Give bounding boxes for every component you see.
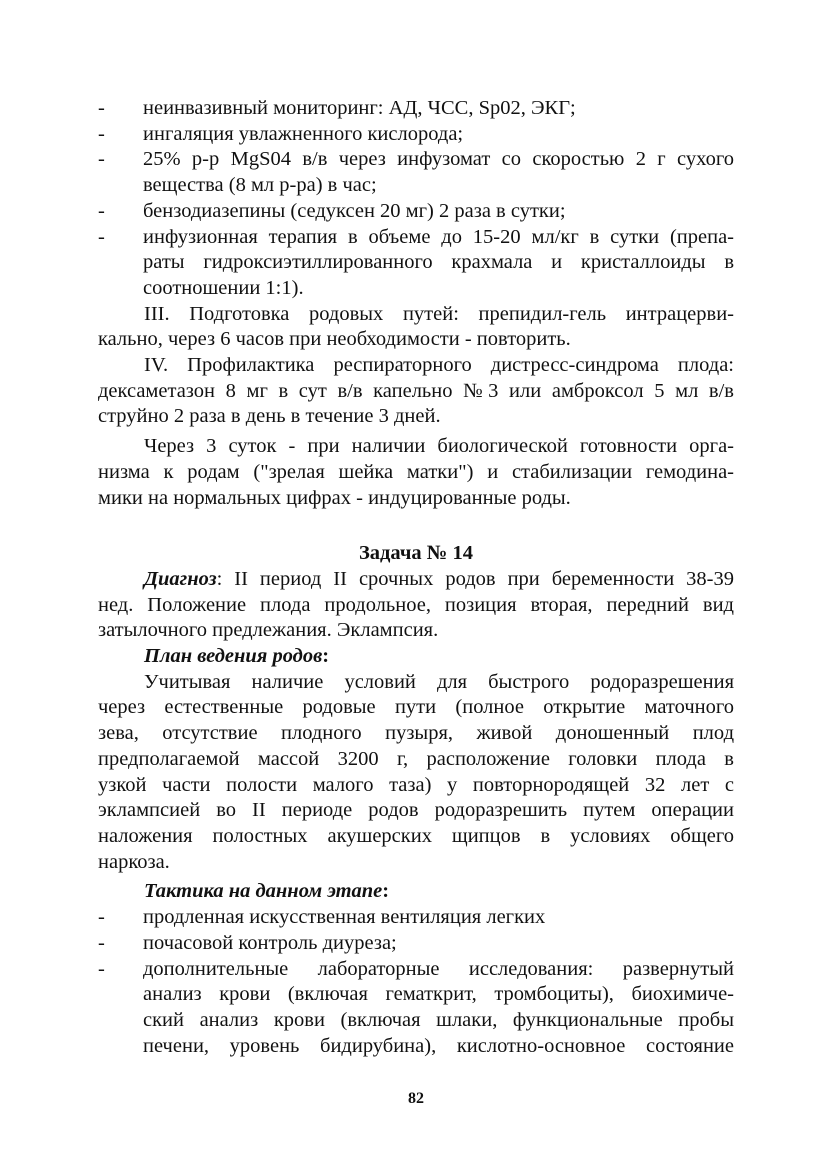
paragraph-line: IV. Профилактика респираторного дистресс-синдрома плода: (144, 354, 734, 377)
plan-heading-colon: : (322, 645, 330, 668)
paragraph-line: через естественные родовые пути (полное открытие маточного (98, 696, 734, 719)
list-item (98, 905, 734, 931)
list-item-text: раты гидроксиэтиллированного крахмала и кристаллоиды в (143, 251, 734, 274)
list-item (98, 957, 734, 1060)
paragraph-line: струйно 2 раза в день в течение 3 дней. (98, 405, 441, 428)
paragraph-line: низма к родам ("зрелая шейка матки") и стабилизации гемодина- (98, 460, 734, 483)
list-item-text: продленная искусственная вентиляция легких (143, 906, 546, 929)
list-item (98, 931, 734, 957)
list-dash: - (98, 957, 105, 980)
list-item-text: вещества (8 мл р-ра) в час; (143, 174, 377, 197)
paragraph-line: мики на нормальных цифрах - индуцированные роды. (98, 486, 571, 509)
tactics-heading-label: Тактика на данном этапе (144, 880, 383, 903)
paragraph-line: зева, отсутствие плодного пузыря, живой доношенный плод (98, 722, 734, 745)
list-dash: - (98, 148, 105, 171)
paragraph-line: Через 3 суток - при наличии биологической готовности орга- (144, 435, 734, 458)
diagnosis-label: Диагноз (144, 567, 217, 590)
list-dash: - (98, 97, 105, 119)
diagnosis-text: : II период II срочных родов при беременности 38-39 (216, 567, 734, 590)
list-dash: - (98, 199, 105, 222)
tactics-heading (98, 879, 734, 905)
list-item (98, 225, 734, 302)
list-item-text: соотношении 1:1). (143, 276, 304, 299)
list-dash: - (98, 931, 105, 954)
list-item-text: дополнительные лабораторные исследования: развернутый (143, 957, 734, 980)
paragraph-line: Учитывая наличие условий для быстрого родоразрешения (144, 670, 734, 693)
diagnosis-line: затылочного предлежания. Эклампсия. (98, 619, 439, 642)
paragraph-line: наркоза. (98, 850, 170, 873)
list-item-text: бензодиазепины (седуксен 20 мг) 2 раза в сутки; (143, 199, 566, 222)
paragraph-line: предполагаемой массой 3200 г, расположение головки плода в (98, 747, 734, 770)
tactics-heading-colon: : (382, 880, 390, 903)
tactics-list (98, 905, 734, 1059)
page-content (98, 96, 734, 1059)
paragraph-line: кально, через 6 часов при необходимости - повторить. (98, 328, 571, 351)
list-item (98, 122, 734, 148)
paragraph-line: наложения полостных акушерских щипцов в условиях общего (98, 824, 734, 847)
list-item (98, 96, 734, 122)
paragraph-line: III. Подготовка родовых путей: препидил-гель интрацерви- (144, 302, 734, 325)
task-title: Задача № 14 (358, 542, 474, 565)
list-item-text: печени, уровень бидирубина), кислотно-основное состояние (143, 1034, 734, 1057)
paragraph-birth-canal-preparation (98, 302, 734, 353)
list-item (98, 199, 734, 225)
list-item-text: почасовой контроль диуреза; (143, 931, 397, 954)
list-item-text: ингаляция увлажненного кислорода; (143, 122, 464, 145)
plan-paragraph (98, 670, 734, 876)
paragraph-line: дексаметазон 8 мг в сут в/в капельно №3 или амброксол 5 мл в/в (98, 379, 734, 402)
diagnosis-section (98, 567, 734, 644)
list-item (98, 147, 734, 198)
paragraph-induced-labor (98, 434, 734, 511)
page-number: 82 (408, 1090, 424, 1107)
list-item-text: анализ крови (включая гематкрит, тромбоциты), биохимиче- (143, 983, 734, 1006)
list-item-text: 25% р-р MgS04 в/в через инфузомат со скоростью 2 г сухого (143, 148, 734, 171)
list-item-text: неинвазивный мониторинг: АД, ЧСС, Sp02, ЭКГ; (143, 97, 576, 119)
paragraph-line: эклампсией во II периоде родов родоразрешить путем операции (98, 799, 734, 822)
list-dash: - (98, 122, 105, 145)
paragraph-line: узкой части полости малого таза) у повторнородящей 32 лет с (98, 773, 734, 796)
plan-heading-label: План ведения родов (144, 645, 323, 668)
list-dash: - (98, 225, 105, 248)
list-item-text: инфузионная терапия в объеме до 15-20 мл/кг в сутки (препа- (143, 225, 734, 248)
treatment-list (98, 96, 734, 302)
paragraph-rds-prophylaxis (98, 353, 734, 430)
diagnosis-line: нед. Положение плода продольное, позиция вторая, передний вид (98, 593, 734, 616)
plan-heading (98, 644, 734, 670)
list-dash: - (98, 906, 105, 929)
list-item-text: ский анализ крови (включая шлаки, функциональные пробы (143, 1008, 734, 1031)
diagnosis-first-line (98, 567, 734, 593)
